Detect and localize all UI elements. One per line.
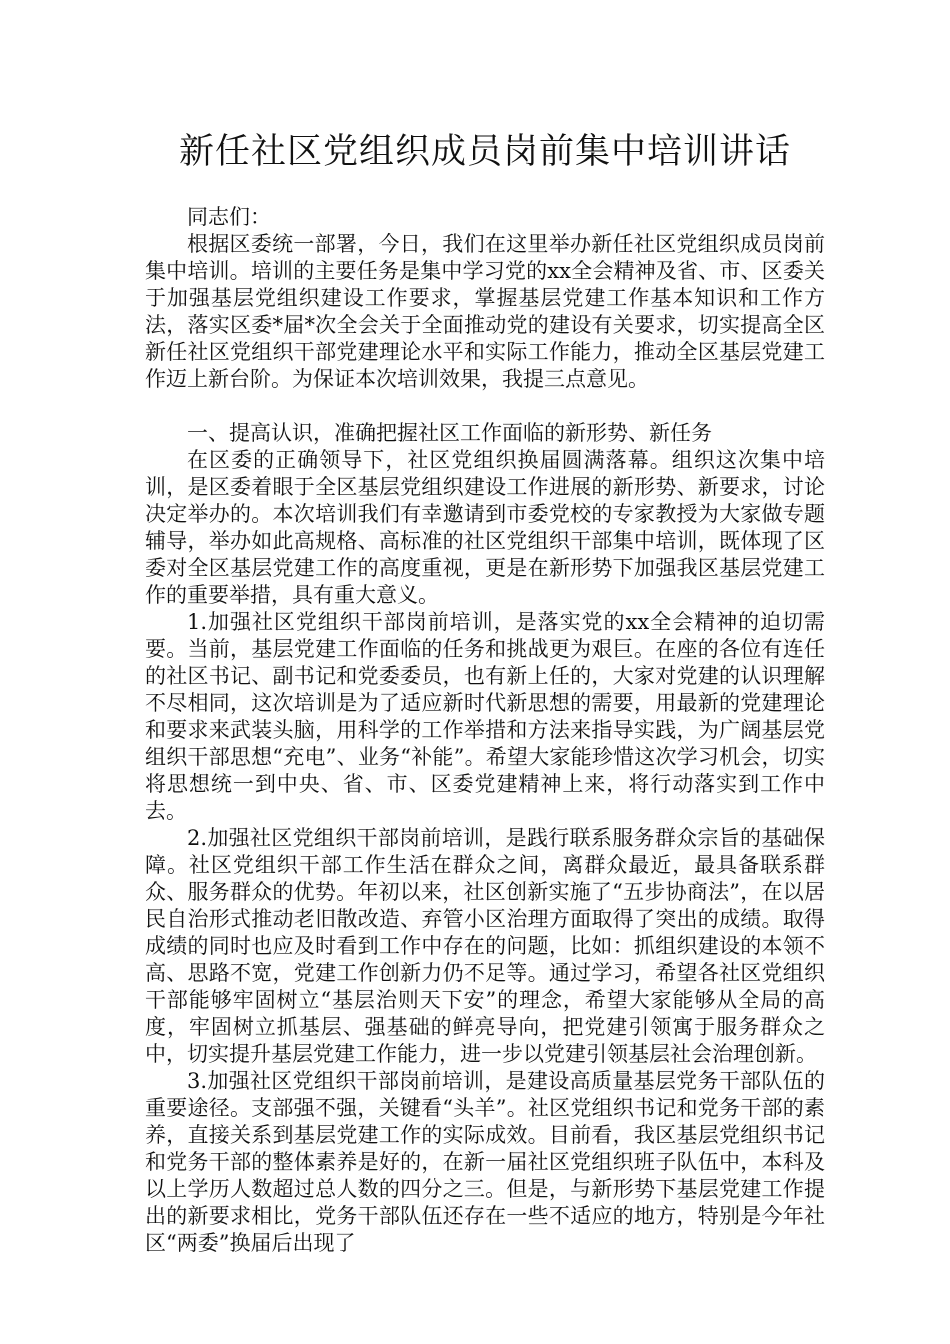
point-1-paragraph: 1.加强社区党组织干部岗前培训，是落实党的xx全会精神的迫切需要。当前，基层党建工作面临的任务和挑战更为艰巨。在座的各位有连任的社区书记、副书记和党委委员，也有新上任的，大家对党建的认识理解不尽相同，这次培训是为了适应新时代新思想的需要，用最新的党建理论和要求来武装头脑，用科学的工作举措和方法来指导实践，为广阔基层党组织干部思想“充电”、业务“补能”。希望大家能珍惜这次学习机会，切实将思想统一到中央、省、市、区委党建精神上来，将行动落实到工作中去。 <box>145 610 825 823</box>
point-2-paragraph: 2.加强社区党组织干部岗前培训，是践行联系服务群众宗旨的基础保障。社区党组织干部工作生活在群众之间，离群众最近，最具备联系群众、服务群众的优势。年初以来，社区创新实施了“五步协商法”，在以居民自治形式推动老旧散改造、弃管小区治理方面取得了突出的成绩。取得成绩的同时也应及时看到工作中存在的问题，比如：抓组织建设的本领不高、思路不宽，党建工作创新力仍不足等。通过学习，希望各社区党组织干部能够牢固树立“基层治则天下安”的理念，希望大家能够从全局的高度，牢固树立抓基层、强基础的鲜亮导向，把党建引领寓于服务群众之中，切实提升基层党建工作能力，进一步以党建引领基层社会治理创新。 <box>145 826 825 1066</box>
salutation: 同志们： <box>187 205 271 229</box>
section1-paragraph: 在区委的正确领导下，社区党组织换届圆满落幕。组织这次集中培训，是区委着眼于全区基层党组织建设工作进展的新形势、新要求，讨论决定举办的。本次培训我们有幸邀请到市委党校的专家教授为大家做专题辅导，举办如此高规格、高标准的社区党组织干部集中培训，既体现了区委对全区基层党建工作的高度重视，更是在新形势下加强我区基层党建工作的重要举措，具有重大意义。 <box>145 448 825 607</box>
section-heading-1: 一、提高认识，准确把握社区工作面临的新形势、新任务 <box>187 421 712 445</box>
intro-paragraph: 根据区委统一部署，今日，我们在这里举办新任社区党组织成员岗前集中培训。培训的主要任务是集中学习党的xx全会精神及省、市、区委关于加强基层党组织建设工作要求，掌握基层党建工作基本知识和工作方法，落实区委*届*次全会关于全面推动党的建设有关要求，切实提高全区新任社区党组织干部党建理论水平和实际工作能力，推动全区基层党建工作迈上新台阶。为保证本次培训效果，我提三点意见。 <box>145 232 825 391</box>
document-page <box>145 126 825 1257</box>
point-3-paragraph: 3.加强社区党组织干部岗前培训，是建设高质量基层党务干部队伍的重要途径。支部强不强，关键看“头羊”。社区党组织书记和党务干部的素养，直接关系到基层党建工作的实际成效。目前看，我区基层党组织书记和党务干部的整体素养是好的，在新一届社区党组织班子队伍中，本科及以上学历人数超过总人数的四分之三。但是，与新形势下基层党建工作提出的新要求相比，党务干部队伍还存在一些不适应的地方，特别是今年社区“两委”换届后出现了 <box>145 1069 825 1255</box>
document-title: 新任社区党组织成员岗前集中培训讲话 <box>178 132 791 172</box>
